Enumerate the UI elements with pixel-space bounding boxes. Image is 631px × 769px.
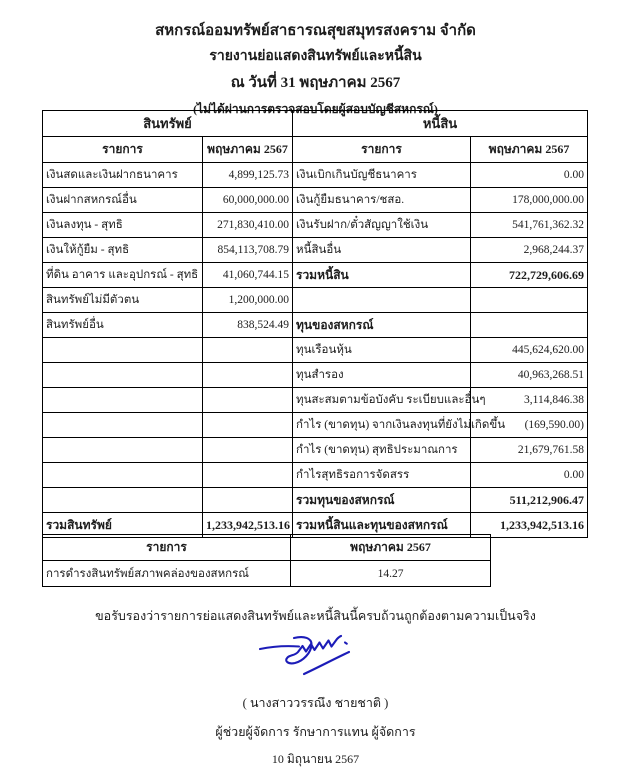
liquidity-table [42,534,491,587]
asset-item-cell [43,388,203,413]
table-row [43,413,588,438]
liability-item-cell: เงินเบิกเกินบัญชีธนาคาร [293,163,471,188]
table-row [43,163,588,188]
signer-title: ผู้ช่วยผู้จัดการ รักษาการแทน ผู้จัดการ [215,725,416,739]
column-header-row [43,137,588,163]
asset-item-cell [43,438,203,463]
asset-amount-cell: 271,830,410.00 [203,213,293,238]
table-row [43,288,588,313]
liability-amount-cell: 3,114,846.38 [471,388,588,413]
asset-amount-cell: 4,899,125.73 [203,163,293,188]
asset-amount-cell [203,463,293,488]
liabilities-item-col-header: รายการ [293,137,471,163]
org-name: สหกรณ์ออมทรัพย์สาธารณสุขสมุทรสงคราม จำกัด [155,23,476,39]
liability-item-cell: ทุนของสหกรณ์ [293,313,471,338]
asset-item-cell [43,463,203,488]
liability-item-cell: กำไรสุทธิรอการจัดสรร [293,463,471,488]
liquidity-header-row [43,535,491,561]
asset-amount-cell [203,388,293,413]
liability-amount-cell: 0.00 [471,163,588,188]
table-row [43,188,588,213]
liability-amount-cell: 2,968,244.37 [471,238,588,263]
liabilities-section-header: หนี้สิน [293,111,588,137]
liquidity-item-cell: การดำรงสินทรัพย์สภาพคล่องของสหกรณ์ [43,561,291,587]
liability-amount-cell: 1,233,942,513.16 [471,513,588,538]
asset-item-cell [43,413,203,438]
signer-name: ( นางสาววรรณึง ชายชาติ ) [242,696,389,710]
liability-item-cell: รวมหนี้สินและทุนของสหกรณ์ [293,513,471,538]
asset-item-cell [43,338,203,363]
liability-amount-cell: 541,761,362.32 [471,213,588,238]
table-row [43,388,588,413]
liability-amount-cell: 445,624,620.00 [471,338,588,363]
liability-item-cell: ทุนสะสมตามข้อบังคับ ระเบียบและอื่นๆ [293,388,471,413]
liability-item-cell: ทุนสำรอง [293,363,471,388]
table-row [43,363,588,388]
report-date: 10 มิถุนายน 2567 [271,752,360,766]
liquidity-value-cell: 14.27 [291,561,491,587]
liability-amount-cell: 178,000,000.00 [471,188,588,213]
asset-amount-cell [203,363,293,388]
asset-amount-cell [203,413,293,438]
liability-amount-cell: 0.00 [471,463,588,488]
table-row [43,238,588,263]
liability-amount-cell: 21,679,761.58 [471,438,588,463]
asset-item-cell: เงินฝากสหกรณ์อื่น [43,188,203,213]
asset-item-cell: รวมสินทรัพย์ [43,513,203,538]
asset-item-cell: สินทรัพย์อื่น [43,313,203,338]
asset-item-cell [43,488,203,513]
asset-item-cell: สินทรัพย์ไม่มีตัวตน [43,288,203,313]
table-row [43,438,588,463]
asset-amount-cell: 838,524.49 [203,313,293,338]
liability-amount-cell [471,288,588,313]
liability-item-cell [293,288,471,313]
section-header-row [43,111,588,137]
table-row [43,313,588,338]
liability-item-cell: กำไร (ขาดทุน) จากเงินลงทุนที่ยังไม่เกิดขึ้น [293,413,471,438]
assets-item-col-header: รายการ [43,137,203,163]
assets-section-header: สินทรัพย์ [43,111,293,137]
asset-item-cell: เงินสดและเงินฝากธนาคาร [43,163,203,188]
asset-amount-cell: 1,233,942,513.16 [203,513,293,538]
asset-amount-cell [203,338,293,363]
asset-amount-cell: 41,060,744.15 [203,263,293,288]
liability-amount-cell: 722,729,606.69 [471,263,588,288]
asset-amount-cell [203,438,293,463]
asset-amount-cell [203,488,293,513]
liability-item-cell: กำไร (ขาดทุน) สุทธิประมาณการ [293,438,471,463]
table-row [43,463,588,488]
table-row [43,488,588,513]
report-header [0,14,631,121]
asset-item-cell [43,363,203,388]
liabilities-amount-col-header: พฤษภาคม 2567 [471,137,588,163]
liability-amount-cell: 511,212,906.47 [471,488,588,513]
liability-amount-cell: (169,590.00) [471,413,588,438]
liquidity-data-row [43,561,491,587]
certification-text: ขอรับรองว่ารายการย่อแสดงสินทรัพย์และหนี้สินนี้ครบถ้วนถูกต้องตามความเป็นจริง [95,609,536,623]
asset-item-cell: เงินลงทุน - สุทธิ [43,213,203,238]
balance-sheet-table [42,110,588,538]
liability-item-cell: รวมหนี้สิน [293,263,471,288]
asset-amount-cell: 1,200,000.00 [203,288,293,313]
asset-item-cell: เงินให้กู้ยืม - สุทธิ [43,238,203,263]
liquidity-item-col-header: รายการ [43,535,291,561]
as-of-date: ณ วันที่ 31 พฤษภาคม 2567 [230,75,401,91]
liability-item-cell: หนี้สินอื่น [293,238,471,263]
liability-item-cell: เงินกู้ยืมธนาคาร/ชสอ. [293,188,471,213]
liquidity-amount-col-header: พฤษภาคม 2567 [291,535,491,561]
assets-amount-col-header: พฤษภาคม 2567 [203,137,293,163]
table-row [43,263,588,288]
table-row [43,213,588,238]
liability-amount-cell [471,313,588,338]
signature-scribble [233,630,398,692]
liability-item-cell: เงินรับฝาก/ตั๋วสัญญาใช้เงิน [293,213,471,238]
signature-image [233,630,398,692]
liability-item-cell: ทุนเรือนหุ้น [293,338,471,363]
asset-item-cell: ที่ดิน อาคาร และอุปกรณ์ - สุทธิ [43,263,203,288]
report-title: รายงานย่อแสดงสินทรัพย์และหนี้สิน [209,49,422,64]
audit-note: (ไม่ได้ผ่านการตรวจสอบโดยผู้สอบบัญชีสหกรณ์) [193,102,438,116]
asset-amount-cell: 60,000,000.00 [203,188,293,213]
asset-amount-cell: 854,113,708.79 [203,238,293,263]
liability-item-cell: รวมทุนของสหกรณ์ [293,488,471,513]
table-row [43,338,588,363]
liability-amount-cell: 40,963,268.51 [471,363,588,388]
